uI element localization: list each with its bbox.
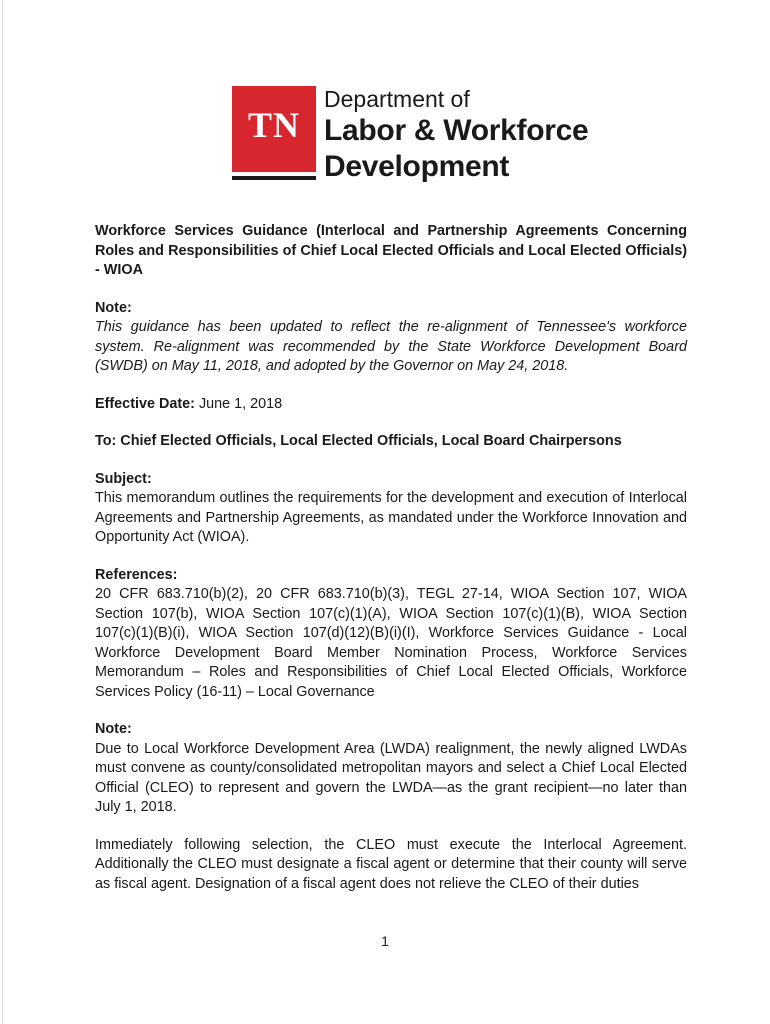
page-edge-line [2, 0, 3, 1024]
page-number: 1 [381, 933, 389, 949]
logo-line-department: Department of [324, 86, 470, 112]
logo-underline-bar [232, 176, 316, 180]
tn-logo-text: TN [247, 105, 300, 145]
note2-text: Due to Local Workforce Development Area (LWDA) realignment, the newly aligned LWDAs must convene as county/consolidated metropolitan mayors and select a Chief Local Elected Official (CLEO) to represent and govern the LWDA—as the grant recipient—no later than July 1, 2018. [95, 740, 687, 815]
note-text: This guidance has been updated to reflect the re-alignment of Tennessee's workforce system. Re-alignment was recommended by the State Workforce Development Board (SWDB) on May 11, 2018, and adopted by the Governor on May 24, 2018. [95, 319, 687, 374]
references-text: 20 CFR 683.710(b)(2), 20 CFR 683.710(b)(3), TEGL 27-14, WIOA Section 107, WIOA Section 107(b), WIOA Section 107(c)(1)(A), WIOA Section 107(c)(1)(B), WIOA Section 107(c)(1)(B)(i), WIOA Section 107(d)(12)(B)(i)(I), Workforce Services Guidance - Local Workforce Development Board Member Nomination Process, Workforce Services Memorandum – Roles and Responsibilities of Chief Local Elected Officials, Workforce Services Policy (16-11) – Local Governance [95, 586, 687, 700]
final-paragraph: Immediately following selection, the CLEO must execute the Interlocal Agreement. Additionally the CLEO must designate a fiscal agent or determine that their county will serve as fiscal agent. Designation of a fiscal agent does not relieve the CLEO of their duties [95, 836, 687, 892]
effective-date-value: June 1, 2018 [198, 395, 283, 412]
document-body [95, 222, 687, 894]
document-title: Workforce Services Guidance (Interlocal and Partnership Agreements Concerning Roles and Responsibilities of Chief Local Elected Officials and Local Elected Officials) - WIOA [95, 223, 687, 278]
note-label: Note: [95, 299, 132, 316]
subject-text: This memorandum outlines the requirements for the development and execution of Interlocal Agreements and Partnership Agreements, as mandated under the Workforce Innovation and Opportunity Act (WIOA). [95, 490, 687, 545]
recipients-line: To: Chief Elected Officials, Local Elected Officials, Local Board Chairpersons [95, 433, 622, 449]
tn-logo-mark [232, 86, 316, 172]
subject-label: Subject: [95, 470, 152, 487]
note2-label: Note: [95, 721, 132, 737]
effective-date [95, 395, 687, 415]
effective-date-label: Effective Date: [95, 395, 195, 412]
logo-line-labor: Labor & Workforce [324, 114, 589, 147]
logo-line-development: Development [324, 150, 510, 183]
department-logo [232, 84, 589, 184]
references-label: References: [95, 566, 178, 583]
